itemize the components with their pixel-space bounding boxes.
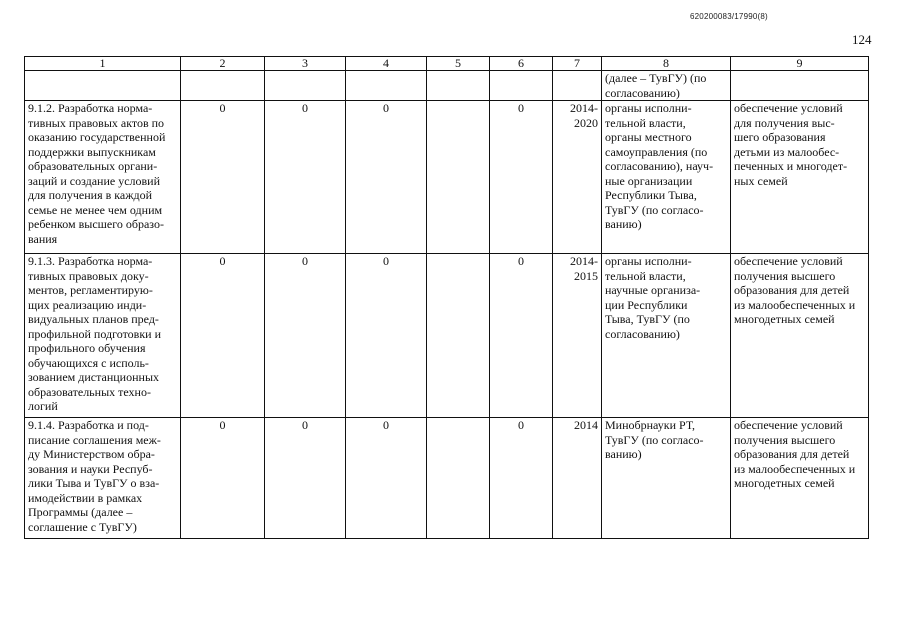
- cell-executors: органы исполни- тельной власти, органы местного самоуправления (по согласованию), науч- ные организации Республики Тыва, ТувГУ (по согласо- ванию): [602, 101, 731, 254]
- cell-value: 0: [490, 101, 553, 254]
- cell-value: 0: [181, 254, 265, 418]
- page-number: 124: [852, 32, 872, 47]
- cell-value: 0: [346, 254, 427, 418]
- cell-empty: [25, 71, 181, 101]
- cell-empty: [553, 71, 602, 101]
- cell-activity: 9.1.2. Разработка норма- тивных правовых актов по оказанию государственной поддержки выпускникам образовательных органи- заций и создание условий для получения в каждой семье не менее чем одним ребенком высшего образо- вания: [25, 101, 181, 254]
- table-row: [25, 254, 869, 418]
- cell-executors: Минобрнауки РТ, ТувГУ (по согласо- ванию): [602, 418, 731, 539]
- column-number: 6: [490, 57, 553, 71]
- cell-value: [427, 101, 490, 254]
- cell-executors: органы исполни- тельной власти, научные организа- ции Республики Тыва, ТувГУ (по согласованию): [602, 254, 731, 418]
- cell-result: обеспечение условий для получения выс- шего образования детьми из малообес- печенных и многодет- ных семей: [731, 101, 869, 254]
- cell-result: обеспечение условий получения высшего образования для детей из малообеспеченных и многодетных семей: [731, 418, 869, 539]
- column-number: 9: [731, 57, 869, 71]
- cell-result: обеспечение условий получения высшего образования для детей из малообеспеченных и многодетных семей: [731, 254, 869, 418]
- cell-value: [427, 254, 490, 418]
- cell-value: 0: [490, 254, 553, 418]
- column-number: 3: [265, 57, 346, 71]
- column-number: 7: [553, 57, 602, 71]
- cell-value: 0: [265, 418, 346, 539]
- cell-empty: [427, 71, 490, 101]
- cell-value: 0: [181, 418, 265, 539]
- cell-empty: [731, 71, 869, 101]
- cell-value: 0: [346, 418, 427, 539]
- cell-value: 0: [265, 254, 346, 418]
- cell-activity: 9.1.3. Разработка норма- тивных правовых доку- ментов, регламентирую- щих реализацию инди- видуальных планов пред- профильной подготовки и профильного обучения обучающихся с исполь- зованием дистанционных образовательных техно- логий: [25, 254, 181, 418]
- cell-value: [427, 418, 490, 539]
- column-number: 1: [25, 57, 181, 71]
- table-row: [25, 418, 869, 539]
- program-table: [24, 56, 869, 539]
- cell-empty: [265, 71, 346, 101]
- continuation-row: [25, 71, 869, 101]
- cell-value: 0: [265, 101, 346, 254]
- column-number: 5: [427, 57, 490, 71]
- cell-value: 0: [181, 101, 265, 254]
- table-row: [25, 101, 869, 254]
- column-number: 4: [346, 57, 427, 71]
- cell-period: 2014- 2015: [553, 254, 602, 418]
- cell-value: 0: [490, 418, 553, 539]
- cell-executors-continued: (далее – ТувГУ) (по согласованию): [602, 71, 731, 101]
- cell-activity: 9.1.4. Разработка и под- писание соглашения меж- ду Министерством обра- зования и науки Респуб- лики Тыва и ТувГУ о вза- имодействии в рамках Программы (далее – соглашение с ТувГУ): [25, 418, 181, 539]
- cell-period: 2014: [553, 418, 602, 539]
- column-number-row: [25, 57, 869, 71]
- column-number: 2: [181, 57, 265, 71]
- column-number: 8: [602, 57, 731, 71]
- cell-empty: [490, 71, 553, 101]
- cell-empty: [181, 71, 265, 101]
- cell-value: 0: [346, 101, 427, 254]
- cell-period: 2014- 2020: [553, 101, 602, 254]
- document-number: 620200083/17990(8): [690, 12, 768, 21]
- cell-empty: [346, 71, 427, 101]
